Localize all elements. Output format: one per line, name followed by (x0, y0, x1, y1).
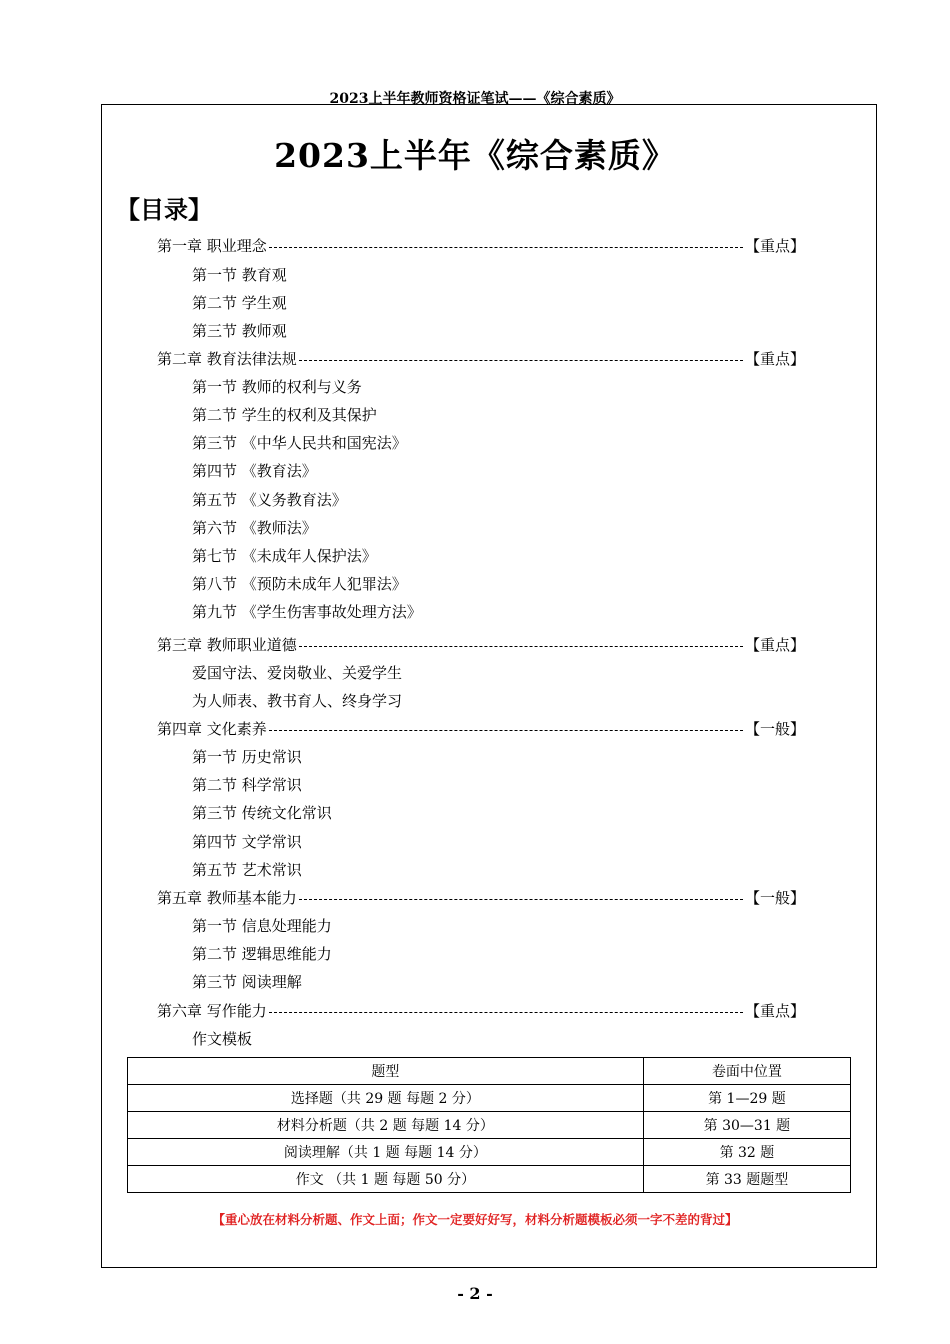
priority-tag: 【一般】 (744, 720, 805, 738)
toc-chapter-3 (157, 631, 805, 659)
toc-section: 第七节 《未成年人保护法》 (192, 547, 377, 565)
toc-section: 第四节 《教育法》 (192, 462, 317, 480)
table-header-cell: 题型 (128, 1058, 644, 1085)
toc-heading: 【目录】 (116, 196, 212, 224)
toc-section: 第二节 学生观 (192, 294, 287, 312)
running-header: 2023上半年教师资格证笔试——《综合素质》 (329, 91, 621, 107)
toc-section: 第八节 《预防未成年人犯罪法》 (192, 575, 407, 593)
toc-section: 第四节 文学常识 (192, 833, 302, 851)
table-row (128, 1139, 851, 1166)
table-cell: 第 30—31 题 (643, 1112, 850, 1139)
leader-dots (269, 232, 743, 248)
toc-chapter-5 (157, 884, 805, 912)
table-cell: 第 32 题 (643, 1139, 850, 1166)
priority-tag: 【重点】 (744, 1002, 805, 1020)
priority-tag: 【重点】 (744, 237, 805, 255)
table-cell: 第 1—29 题 (643, 1085, 850, 1112)
toc-section: 第一节 教师的权利与义务 (192, 378, 362, 396)
leader-dots (299, 345, 743, 361)
toc-section: 第三节 传统文化常识 (192, 804, 332, 822)
table-cell: 选择题（共 29 题 每题 2 分） (128, 1085, 644, 1112)
table-row (128, 1112, 851, 1139)
toc-section: 作文模板 (192, 1030, 253, 1048)
toc-section: 第一节 教育观 (192, 266, 287, 284)
leader-dots (269, 997, 743, 1013)
toc-section: 为人师表、教书育人、终身学习 (192, 692, 403, 710)
toc-section: 第二节 科学常识 (192, 776, 302, 794)
table-row (128, 1085, 851, 1112)
priority-tag: 【重点】 (744, 636, 805, 654)
toc-chapter-2 (157, 345, 805, 373)
toc-chapter-1 (157, 232, 805, 260)
table-cell: 第 33 题题型 (643, 1166, 850, 1193)
toc-chapter-4 (157, 715, 805, 743)
table-cell: 阅读理解（共 1 题 每题 14 分） (128, 1139, 644, 1166)
toc-section: 第二节 逻辑思维能力 (192, 945, 332, 963)
chapter-title: 第四章 文化素养 (157, 720, 267, 738)
chapter-title: 第三章 教师职业道德 (157, 636, 297, 654)
table-header-row (128, 1058, 851, 1085)
emphasis-note: 【重心放在材料分析题、作文上面；作文一定要好好写，材料分析题模板必须一字不差的背过】 (212, 1212, 738, 1227)
chapter-title: 第六章 写作能力 (157, 1002, 267, 1020)
leader-dots (299, 631, 743, 647)
leader-dots (299, 884, 743, 900)
page-number: - 2 - (457, 1284, 493, 1303)
chapter-title: 第五章 教师基本能力 (157, 889, 297, 907)
table-header-cell: 卷面中位置 (643, 1058, 850, 1085)
document-title: 2023上半年《综合素质》 (274, 136, 676, 175)
toc-section: 第三节 阅读理解 (192, 973, 302, 991)
toc-section: 第三节 教师观 (192, 322, 287, 340)
table-row (128, 1166, 851, 1193)
table-cell: 材料分析题（共 2 题 每题 14 分） (128, 1112, 644, 1139)
question-type-table (127, 1057, 851, 1193)
chapter-title: 第一章 职业理念 (157, 237, 267, 255)
chapter-title: 第二章 教育法律法规 (157, 350, 297, 368)
toc-section: 第五节 艺术常识 (192, 861, 302, 879)
toc-section: 第五节 《义务教育法》 (192, 491, 347, 509)
priority-tag: 【一般】 (744, 889, 805, 907)
toc-section: 第一节 信息处理能力 (192, 917, 332, 935)
toc-section: 第一节 历史常识 (192, 748, 302, 766)
priority-tag: 【重点】 (744, 350, 805, 368)
toc-section: 第三节 《中华人民共和国宪法》 (192, 434, 407, 452)
table-cell: 作文 （共 1 题 每题 50 分） (128, 1166, 644, 1193)
toc-chapter-6 (157, 997, 805, 1025)
toc-section: 第二节 学生的权利及其保护 (192, 406, 377, 424)
toc-section: 第六节 《教师法》 (192, 519, 317, 537)
leader-dots (269, 715, 743, 731)
toc-section: 爱国守法、爱岗敬业、关爱学生 (192, 664, 403, 682)
toc-section: 第九节 《学生伤害事故处理方法》 (192, 603, 422, 621)
